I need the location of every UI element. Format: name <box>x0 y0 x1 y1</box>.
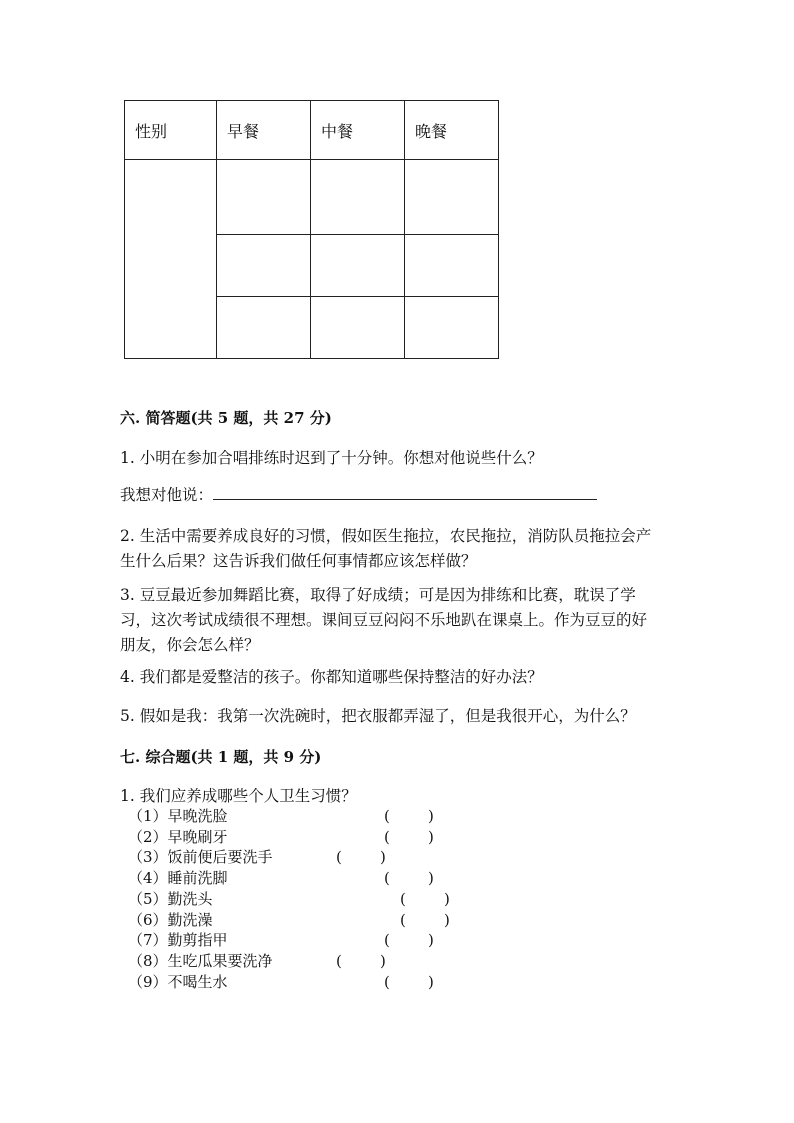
habit-item: （8）生吃瓜果要洗净 <box>128 952 273 970</box>
table-cell <box>311 297 405 359</box>
table-cell <box>311 235 405 297</box>
answer-parentheses[interactable]: ( ) <box>400 890 450 908</box>
table-cell <box>405 160 499 235</box>
section7-question-1: 1. 我们应养成哪些个人卫生习惯？ <box>120 787 357 805</box>
answer-parentheses[interactable]: ( ) <box>384 807 434 825</box>
table-header-row <box>125 101 499 160</box>
header-gender: 性别 <box>125 101 217 160</box>
answer-parentheses[interactable]: ( ) <box>384 828 434 846</box>
answer-label: 我想对他说： <box>120 486 214 504</box>
habit-item: （7）勤剪指甲 <box>128 931 228 949</box>
meal-table <box>124 100 499 359</box>
habit-item: （6）勤洗澡 <box>128 911 213 929</box>
section6-question-2 <box>120 524 680 574</box>
section6-question-3 <box>120 583 680 658</box>
header-breakfast: 早餐 <box>217 101 311 160</box>
section7-title: 七. 综合题(共 1 题，共 9 分) <box>120 748 322 766</box>
question-line: 生什么后果？这告诉我们做任何事情都应该怎样做？ <box>120 552 477 570</box>
habit-item: （3）饭前便后要洗手 <box>128 848 273 866</box>
answer-parentheses[interactable]: ( ) <box>336 848 386 866</box>
question-line: 2. 生活中需要养成良好的习惯，假如医生拖拉，农民拖拉，消防队员拖拉会产 <box>120 527 652 545</box>
table-cell <box>311 160 405 235</box>
habit-item: （5）勤洗头 <box>128 890 213 908</box>
answer-line <box>120 483 680 508</box>
header-dinner: 晚餐 <box>405 101 499 160</box>
table-cell <box>217 235 311 297</box>
question-line: 习，这次考试成绩很不理想。课间豆豆闷闷不乐地趴在课桌上。作为豆豆的好 <box>120 611 648 629</box>
question-line: 3. 豆豆最近参加舞蹈比赛，取得了好成绩；可是因为排练和比赛，耽误了学 <box>120 586 636 604</box>
answer-blank[interactable] <box>213 485 597 500</box>
section6-title: 六. 简答题(共 5 题，共 27 分) <box>120 409 332 427</box>
table-cell <box>217 297 311 359</box>
section6-question-1: 1. 小明在参加合唱排练时迟到了十分钟。你想对他说些什么？ <box>120 449 543 467</box>
table-cell <box>217 160 311 235</box>
section6-question-5: 5. 假如是我：我第一次洗碗时，把衣服都弄湿了，但是我很开心，为什么？ <box>120 707 636 725</box>
answer-parentheses[interactable]: ( ) <box>336 952 386 970</box>
question-line: 朋友，你会怎么样？ <box>120 636 260 654</box>
header-lunch: 中餐 <box>311 101 405 160</box>
section6-question-4: 4. 我们都是爱整洁的孩子。你都知道哪些保持整洁的好办法？ <box>120 668 543 686</box>
table-cell <box>405 235 499 297</box>
answer-parentheses[interactable]: ( ) <box>384 973 434 991</box>
table-cell <box>405 297 499 359</box>
table-row <box>125 160 499 235</box>
habit-item: （2）早晚刷牙 <box>128 828 228 846</box>
habit-item: （1）早晚洗脸 <box>128 807 228 825</box>
answer-parentheses[interactable]: ( ) <box>384 931 434 949</box>
gender-cell <box>125 160 217 359</box>
habit-item: （9）不喝生水 <box>128 973 228 991</box>
habit-item: （4）睡前洗脚 <box>128 869 228 887</box>
answer-parentheses[interactable]: ( ) <box>400 911 450 929</box>
answer-parentheses[interactable]: ( ) <box>384 869 434 887</box>
